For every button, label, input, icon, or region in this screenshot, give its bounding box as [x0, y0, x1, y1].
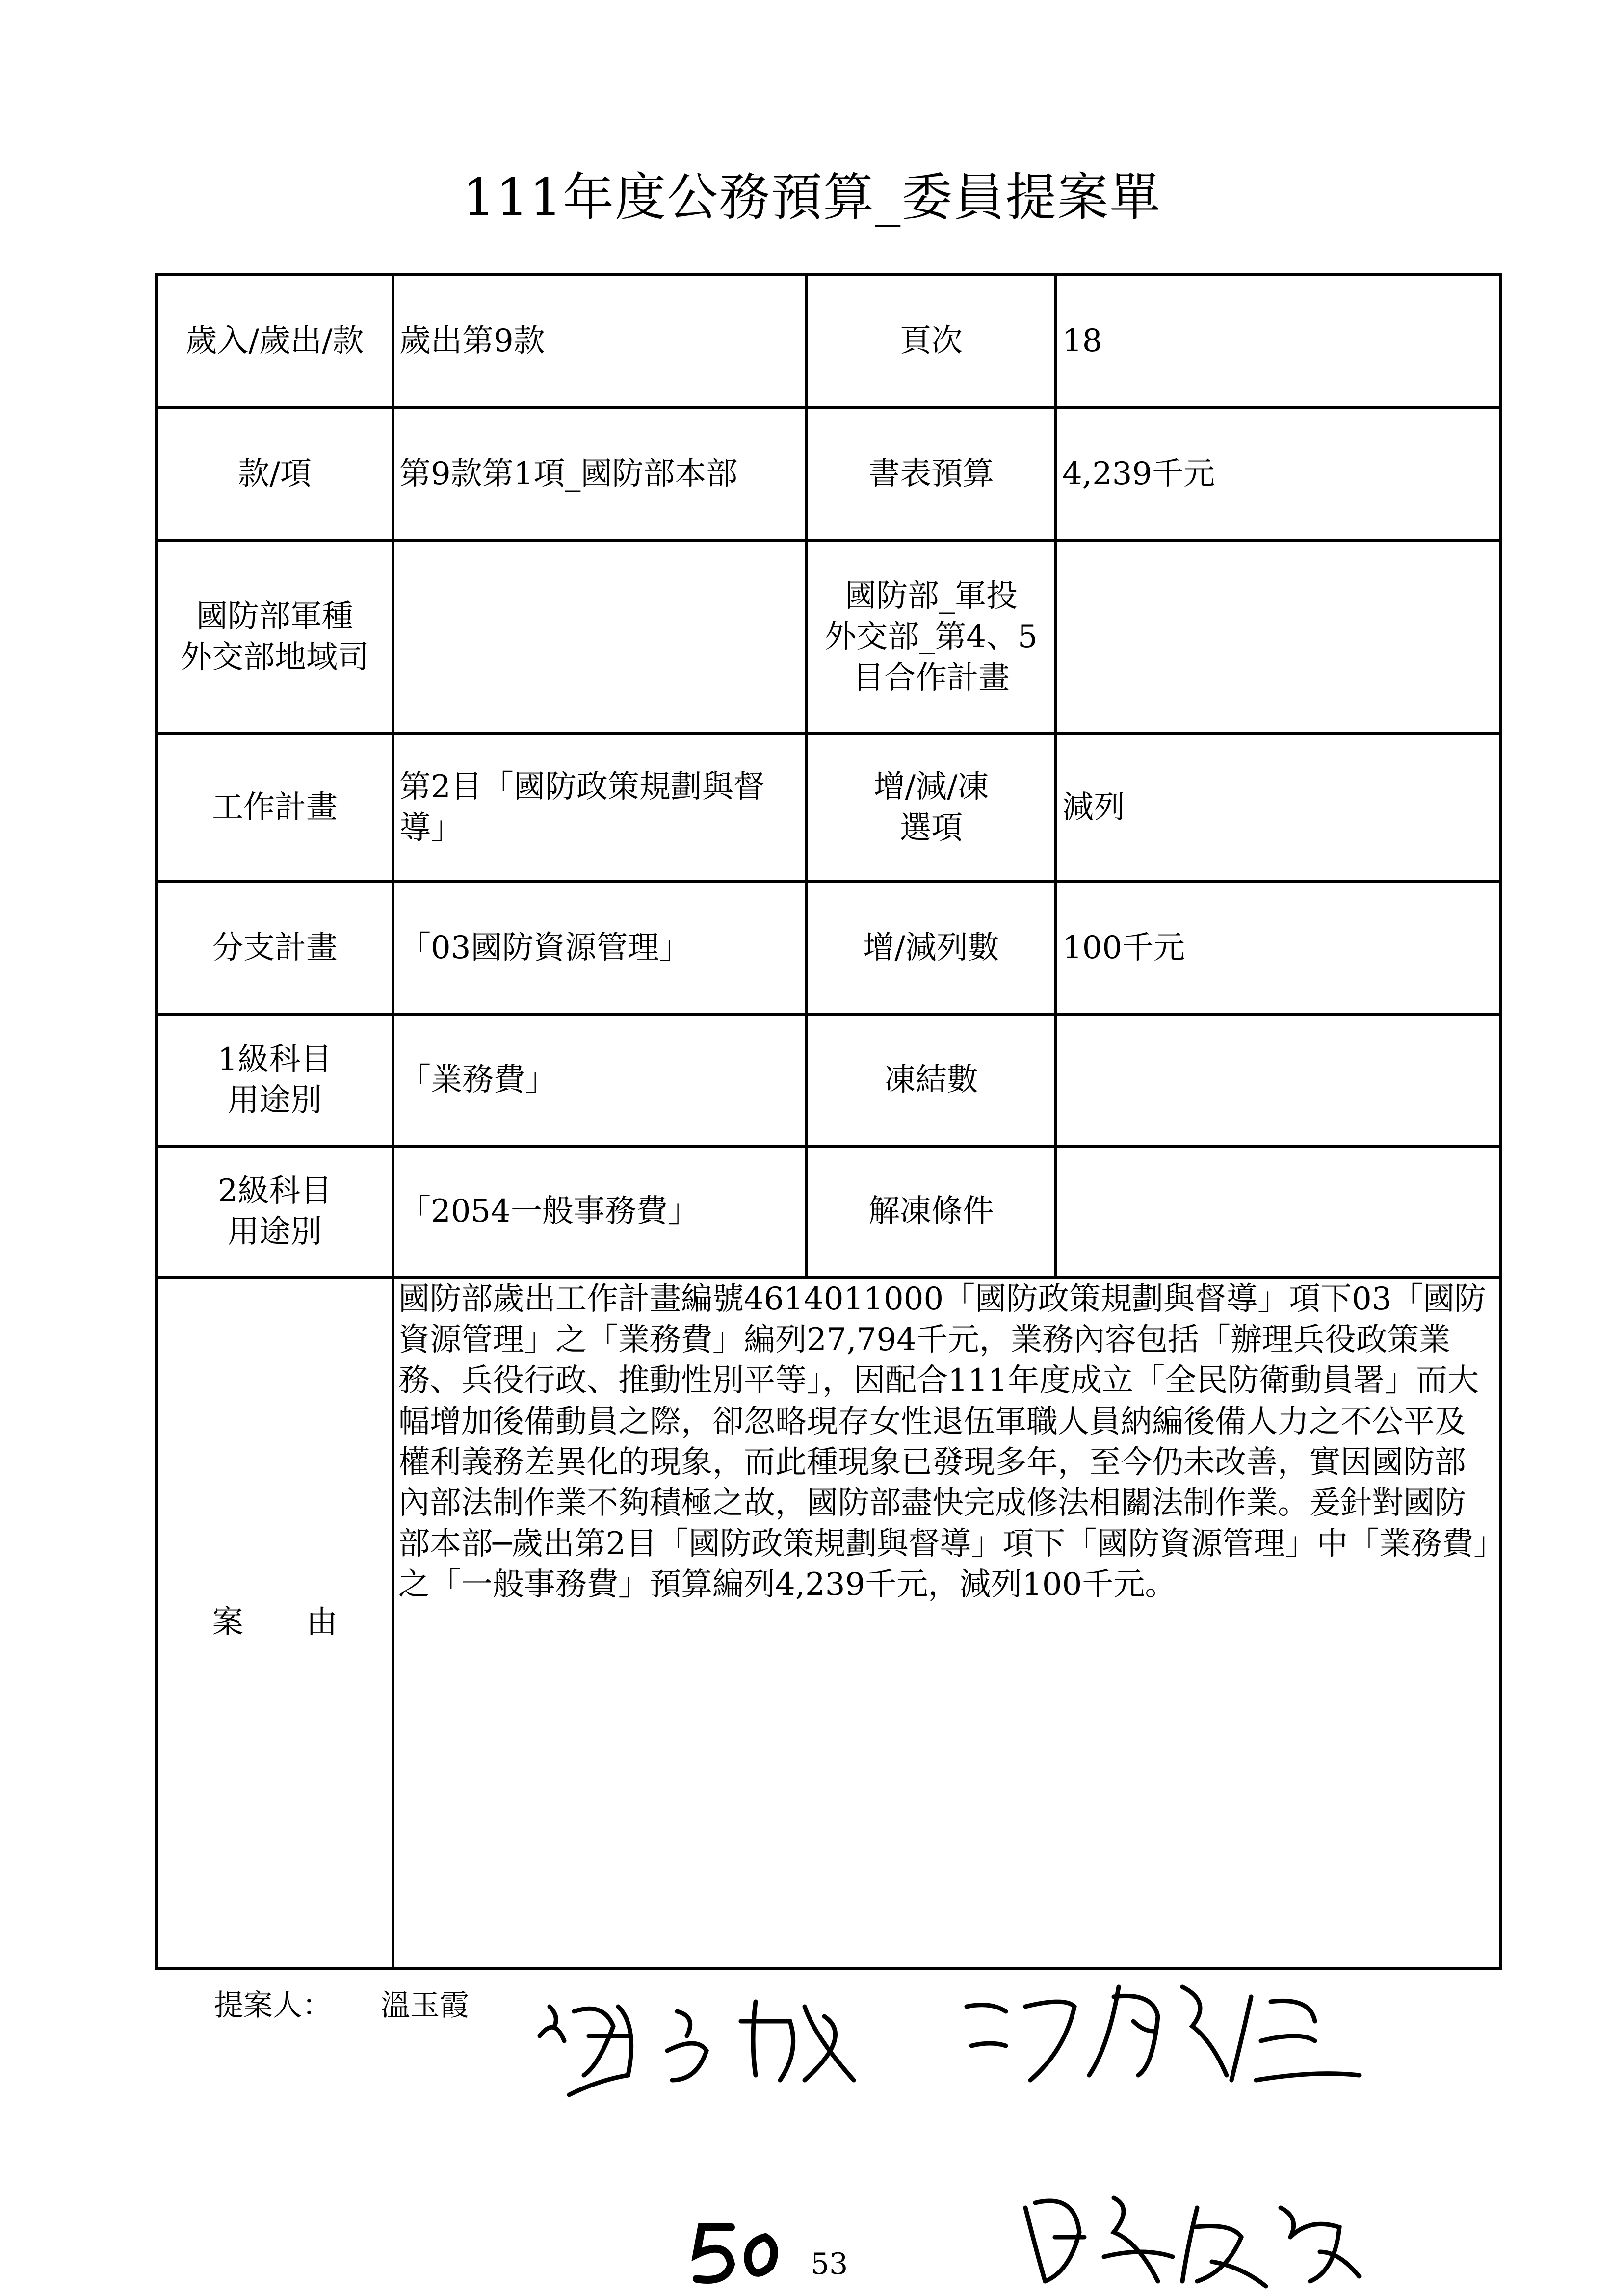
page-number: 53: [811, 2247, 848, 2281]
proposer-label: 提案人：: [214, 1988, 332, 2023]
field-label: 解凍條件: [807, 1146, 1056, 1278]
field-value: 「03國防資源管理」: [393, 882, 807, 1015]
handwritten-page-number: [687, 2218, 805, 2291]
field-label: 工作計畫: [157, 734, 393, 882]
field-label: 分支計畫: [157, 882, 393, 1015]
field-value: 第2目「國防政策規劃與督導」: [393, 734, 807, 882]
field-value: 減列: [1056, 734, 1500, 882]
field-value: [1056, 1146, 1500, 1278]
form-row: [157, 408, 1500, 541]
field-value: 18: [1056, 275, 1500, 408]
form-row: [157, 1015, 1500, 1146]
signature-1: [530, 1977, 932, 2105]
field-value: 「業務費」: [393, 1015, 807, 1146]
signature-2: [957, 1967, 1398, 2095]
reason-text: 國防部歲出工作計畫編號4614011000「國防政策規劃與督導」項下03「國防資源管理」之「業務費」編列27,794千元，業務內容包括「辦理兵役政策業務、兵役行政、推動性別平等」，因配合111年度成立「全民防衛動員署」而大幅增加後備動員之際，卻忽略現存女性退伍軍職人員納編後備人力之不公平及權利義務差異化的現象，而此種現象已發現多年，至今仍未改善，實因國防部內部法制作業不夠積極之故，國防部盡快完成修法相關法制作業。爰針對國防部本部─歲出第2目「國防政策規劃與督導」項下「國防資源管理」中「業務費」之「一般事務費」預算編列4,239千元，減列100千元。: [393, 1278, 1500, 1968]
field-value: 4,239千元: [1056, 408, 1500, 541]
field-label: 國防部軍種 外交部地域司: [157, 541, 393, 734]
field-label: 凍結數: [807, 1015, 1056, 1146]
field-label: 頁次: [807, 275, 1056, 408]
field-value: [1056, 541, 1500, 734]
reason-label: 案 由: [157, 1278, 393, 1968]
proposal-form-table: [155, 273, 1502, 1970]
field-value: [1056, 1015, 1500, 1146]
field-label: 2級科目 用途別: [157, 1146, 393, 1278]
form-row: [157, 275, 1500, 408]
field-value: 第9款第1項_國防部本部: [393, 408, 807, 541]
field-label: 增/減/凍 選項: [807, 734, 1056, 882]
form-row: [157, 734, 1500, 882]
form-row: [157, 1146, 1500, 1278]
field-label: 國防部_軍投 外交部_第4、5 目合作計畫: [807, 541, 1056, 734]
reason-row: [157, 1278, 1500, 1968]
field-value: [393, 541, 807, 734]
form-row: [157, 541, 1500, 734]
field-label: 歲入/歲出/款: [157, 275, 393, 408]
page-title: 111年度公務預算_委員提案單: [462, 167, 1162, 227]
field-value: 歲出第9款: [393, 275, 807, 408]
field-label: 增/減列數: [807, 882, 1056, 1015]
field-value: 「2054一般事務費」: [393, 1146, 807, 1278]
field-label: 1級科目 用途別: [157, 1015, 393, 1146]
field-label: 款/項: [157, 408, 393, 541]
signature-3: [1006, 2178, 1398, 2296]
proposer-name: 溫玉霞: [381, 1988, 469, 2023]
field-label: 書表預算: [807, 408, 1056, 541]
field-value: 100千元: [1056, 882, 1500, 1015]
form-row: [157, 882, 1500, 1015]
